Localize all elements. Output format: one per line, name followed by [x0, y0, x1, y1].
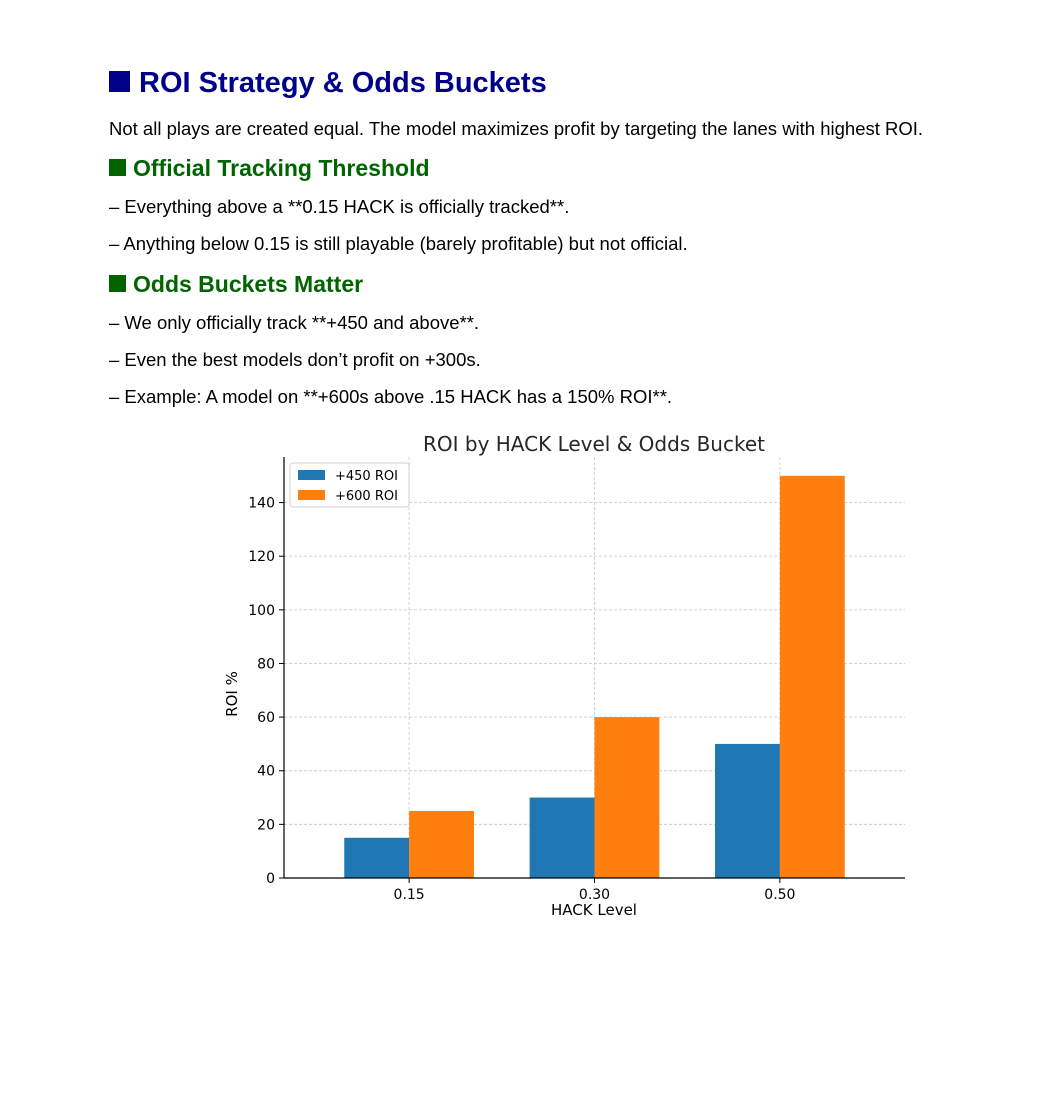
bar-plus600-0.50 — [780, 476, 845, 878]
section-heading-tracking — [109, 155, 430, 183]
x-axis-label: HACK Level — [551, 901, 637, 919]
tracking-line-1: – Everything above a **0.15 HACK is officially tracked**. — [109, 196, 570, 217]
x-tick-label: 0.50 — [764, 887, 796, 903]
odds-line-2: – Even the best models don’t profit on +300s. — [109, 349, 481, 370]
legend-label: +600 ROI — [335, 489, 398, 504]
y-tick-label: 80 — [257, 656, 275, 673]
y-axis-label: ROI % — [223, 671, 241, 717]
section-heading-odds-text: Odds Buckets Matter — [133, 271, 364, 297]
odds-line-3: – Example: A model on **+600s above .15 HACK has a 150% ROI**. — [109, 386, 673, 407]
x-tick-label: 0.30 — [578, 887, 611, 903]
y-tick-label: 140 — [248, 495, 275, 512]
roi-bar-chart — [210, 425, 930, 925]
y-tick-label: 20 — [257, 817, 275, 834]
intro-text: Not all plays are created equal. The model maximizes profit by targeting the lanes with highest ROI. — [109, 118, 924, 139]
bar-plus450-0.30 — [530, 798, 595, 878]
chart-bars — [344, 476, 845, 878]
square-bullet-icon — [109, 159, 126, 176]
y-tick-label: 40 — [257, 763, 275, 780]
section-heading-tracking-text: Official Tracking Threshold — [133, 155, 430, 181]
page-title — [109, 66, 547, 101]
y-tick-label: 60 — [257, 710, 275, 727]
bar-plus600-0.30 — [595, 717, 660, 878]
y-tick-label: 0 — [266, 871, 275, 887]
bar-plus600-0.15 — [409, 811, 474, 878]
x-tick-label: 0.15 — [393, 887, 425, 903]
chart-title: ROI by HACK Level & Odds Bucket — [422, 432, 766, 456]
legend-label: +450 ROI — [335, 469, 398, 484]
tracking-line-2: – Anything below 0.15 is still playable (barely profitable) but not official. — [109, 233, 688, 254]
legend-swatch — [298, 470, 325, 480]
page-title-text: ROI Strategy & Odds Buckets — [139, 67, 547, 99]
bar-plus450-0.15 — [344, 838, 409, 878]
square-bullet-icon — [109, 71, 130, 92]
odds-line-1: – We only officially track **+450 and above**. — [109, 312, 480, 333]
y-tick-label: 100 — [248, 602, 275, 619]
chart-legend — [290, 463, 409, 507]
square-bullet-icon — [109, 275, 126, 292]
bar-plus450-0.50 — [715, 744, 780, 878]
section-heading-odds — [109, 271, 363, 299]
legend-swatch — [298, 490, 325, 500]
y-tick-label: 120 — [248, 549, 275, 566]
